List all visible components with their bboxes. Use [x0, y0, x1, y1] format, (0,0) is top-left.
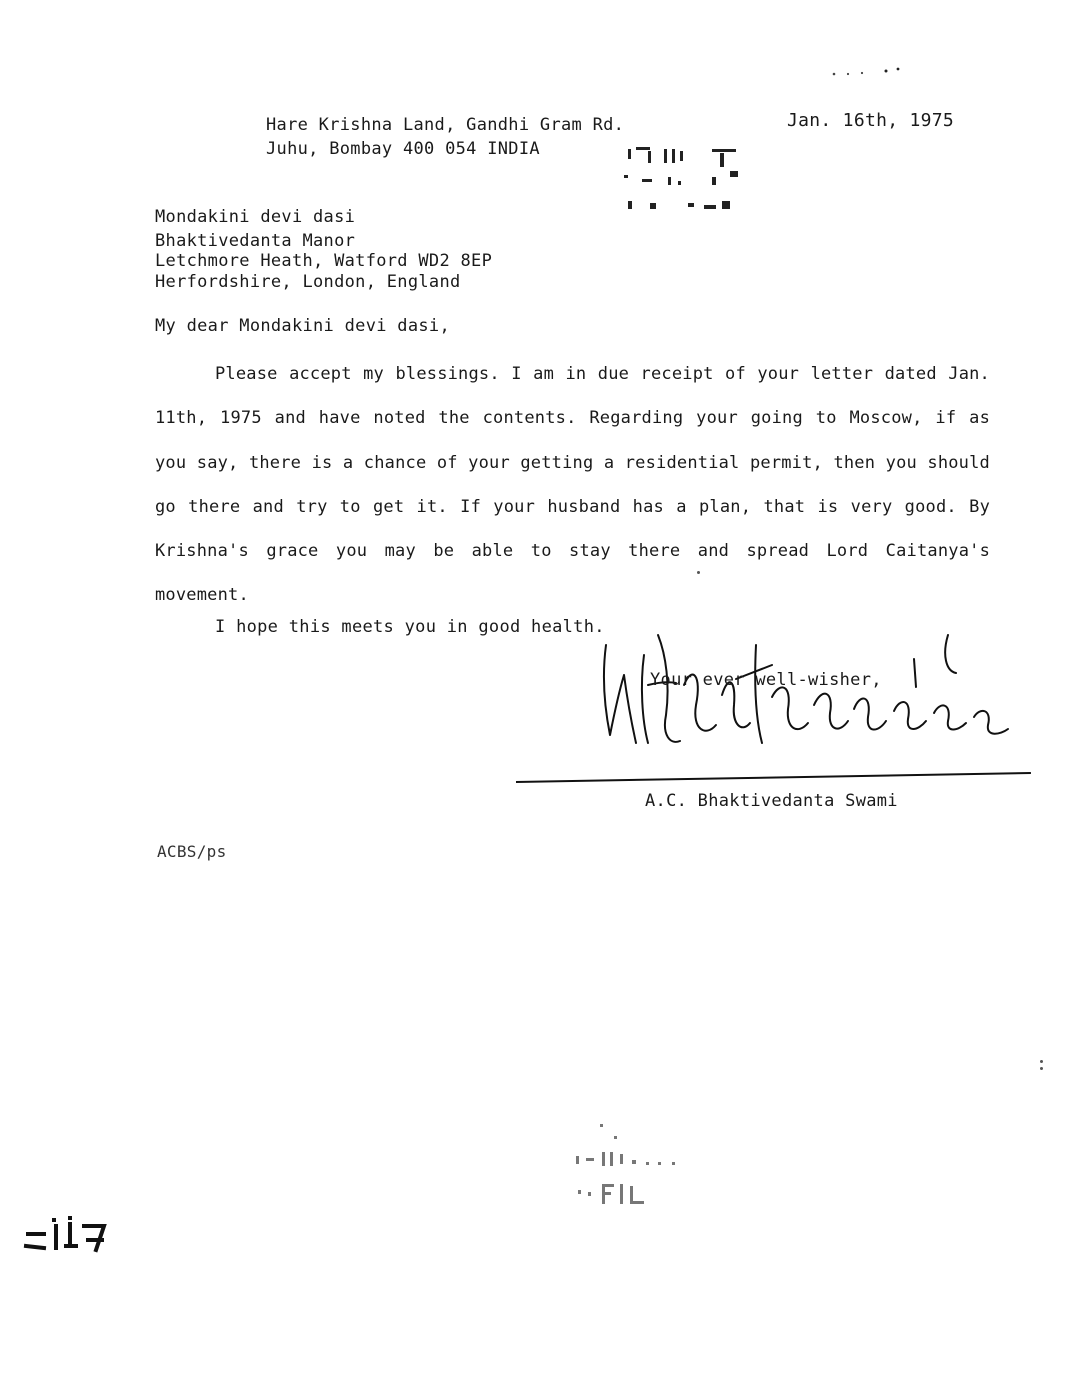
signer-name: A.C. Bhaktivedanta Swami — [645, 791, 898, 811]
body-paragraph-2: I hope this meets you in good health. — [215, 617, 605, 637]
letterhead-address-line2: Juhu, Bombay 400 054 INDIA — [266, 139, 540, 159]
letterhead-address-line1: Hare Krishna Land, Gandhi Gram Rd. — [266, 115, 625, 135]
body-paragraph-1: Please accept my blessings. I am in due receipt of your letter dated Jan. 11th, 1975 and have noted the contents. Regarding your going to Moscow, if as you say, there is a chance of your getting a residential permit, then you should go there and try to get it. If your husband has a plan, that is very good. By Krishna's grace you may be able to stay there and spread Lord Caitanya's movement. — [155, 364, 990, 606]
closing-line: Your ever well-wisher, — [650, 670, 882, 690]
scan-noise-dot — [1040, 1060, 1043, 1063]
reference-initials: ACBS/ps — [157, 842, 227, 861]
file-stamp-mark — [562, 1120, 692, 1212]
recipient-address-line2: Bhaktivedanta Manor — [155, 231, 356, 251]
signature-rule — [516, 772, 1031, 783]
handwritten-signature — [596, 625, 1031, 760]
margin-file-number-mark — [22, 1216, 112, 1256]
salutation: My dear Mondakini devi dasi, — [155, 316, 450, 336]
fax-stamp-mark — [620, 143, 750, 221]
recipient-address-line3: Letchmore Heath, Watford WD2 8EP — [155, 251, 493, 271]
scan-noise-dots — [828, 64, 908, 78]
recipient-address-line4: Herfordshire, London, England — [155, 272, 461, 292]
letter-date: Jan. 16th, 1975 — [787, 110, 955, 131]
scan-noise-dot — [1040, 1067, 1043, 1070]
scan-noise-dot — [697, 571, 700, 574]
recipient-name: Mondakini devi dasi — [155, 207, 356, 227]
